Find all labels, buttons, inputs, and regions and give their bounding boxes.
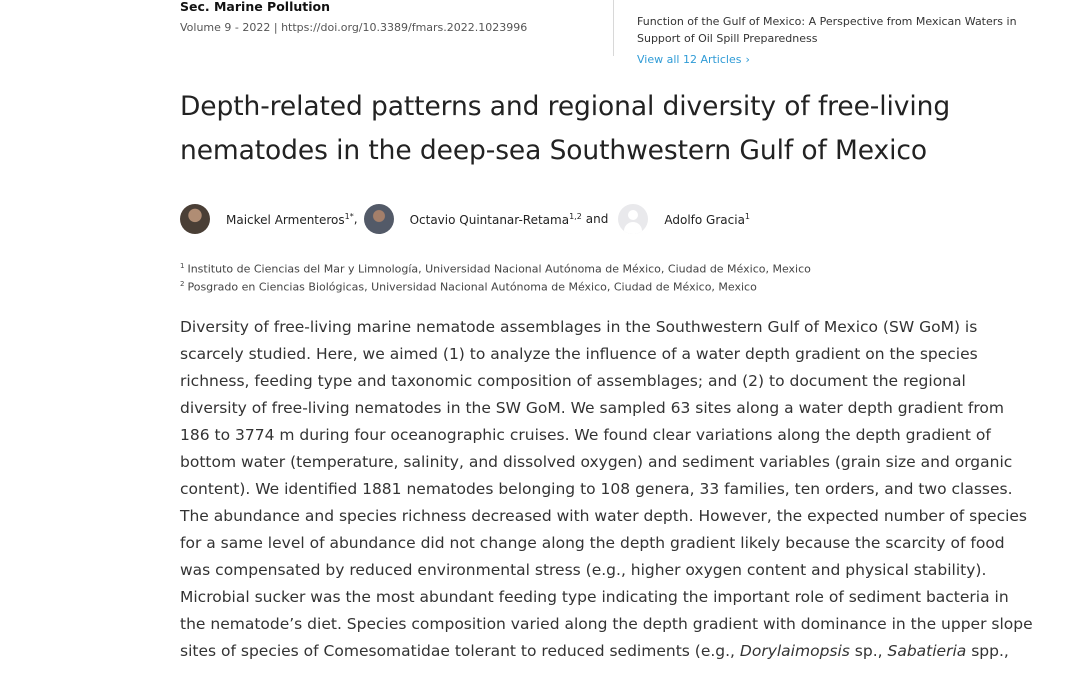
abstract-line: Diversity of free-living marine nematode assemblages in the Southwestern Gulf of Mexico (SW GoM) is	[180, 318, 978, 336]
view-all-articles-link[interactable]	[637, 53, 750, 66]
affiliations	[180, 259, 811, 294]
journal-meta	[180, 0, 527, 34]
author-name[interactable]: Octavio Quintanar-Retama$^{1,2}$	[409, 211, 582, 227]
research-topic-panel	[637, 0, 1057, 67]
affiliation: $^2$ Posgrado en Ciencias Biológicas, Universidad Nacional Autónoma de México, Ciudad de México, Mexico	[180, 279, 757, 294]
abstract-line: 186 to 3774 m during four oceanographic cruises. We found clear variations along the depth gradient of	[180, 426, 991, 444]
abstract-line: scarcely studied. Here, we aimed (1) to analyze the influence of a water depth gradient on the species	[180, 345, 978, 363]
abstract-line: bottom water (temperature, salinity, and dissolved oxygen) and sediment variables (grain size and organic	[180, 453, 1013, 471]
abstract-line: was compensated by reduced environmental stress (e.g., higher oxygen content and physical stability).	[180, 561, 987, 579]
article-title: Depth-related patterns and regional diversity of free-living nematodes in the deep-sea Southwestern Gulf of Mexico	[180, 91, 951, 166]
genus-name: Sabatieria	[887, 642, 967, 660]
volume-doi-line: Volume 9 - 2022 | https://doi.org/10.3389/fmars.2022.1023996	[180, 21, 528, 34]
header-divider	[613, 0, 614, 56]
abstract	[180, 314, 1060, 665]
abstract-line: richness, feeding type and taxonomic composition of assemblages; and (2) to document the regional	[180, 372, 966, 390]
author-list	[180, 204, 750, 234]
view-all-label: View all 12 Articles	[637, 53, 742, 66]
author-name[interactable]: Maickel Armenteros$^{1*}$	[226, 211, 354, 227]
affiliation: $^1$ Instituto de Ciencias del Mar y Limnología, Universidad Nacional Autónoma de México, Ciudad de México, Mexico	[180, 262, 811, 276]
abstract-line: the nematode’s diet. Species composition varied along the depth gradient with dominance in the upper slope	[180, 615, 1033, 633]
avatar[interactable]	[180, 204, 210, 234]
research-topic-line[interactable]	[637, 0, 1057, 13]
chevron-right-icon: ›	[745, 53, 750, 66]
avatar[interactable]	[364, 204, 394, 234]
abstract-line: The abundance and species richness decreased with water depth. However, the expected number of species	[180, 507, 1028, 525]
genus-name: Dorylaimopsis	[739, 642, 850, 660]
abstract-line: diversity of free-living nematodes in the SW GoM. We sampled 63 sites along a water depth gradient from	[180, 399, 1004, 417]
author-name[interactable]: Adolfo Gracia$^1$	[664, 211, 751, 227]
abstract-line: sites of species of Comesomatidae tolerant to reduced sediments (e.g., Dorylaimopsis sp., Sabatieria spp.,	[180, 642, 1009, 660]
author-separator: ,	[353, 212, 358, 226]
abstract-line: content). We identified 1881 nematodes belonging to 108 genera, 33 families, ten orders, and two classes.	[180, 480, 1013, 498]
journal-section[interactable]: Sec. Marine Pollution	[180, 0, 331, 14]
research-topic-line[interactable]: Support of Oil Spill Preparedness	[637, 32, 818, 45]
research-topic-line[interactable]: Function of the Gulf of Mexico: A Perspective from Mexican Waters in	[637, 15, 1017, 28]
abstract-line: for a same level of abundance did not change along the depth gradient likely because the scarcity of food	[180, 534, 1005, 552]
abstract-line: Microbial sucker was the most abundant feeding type indicating the important role of sediment bacteria in	[180, 588, 1009, 606]
author-conjunction: and	[585, 212, 609, 226]
avatar-placeholder-icon[interactable]	[618, 204, 648, 234]
